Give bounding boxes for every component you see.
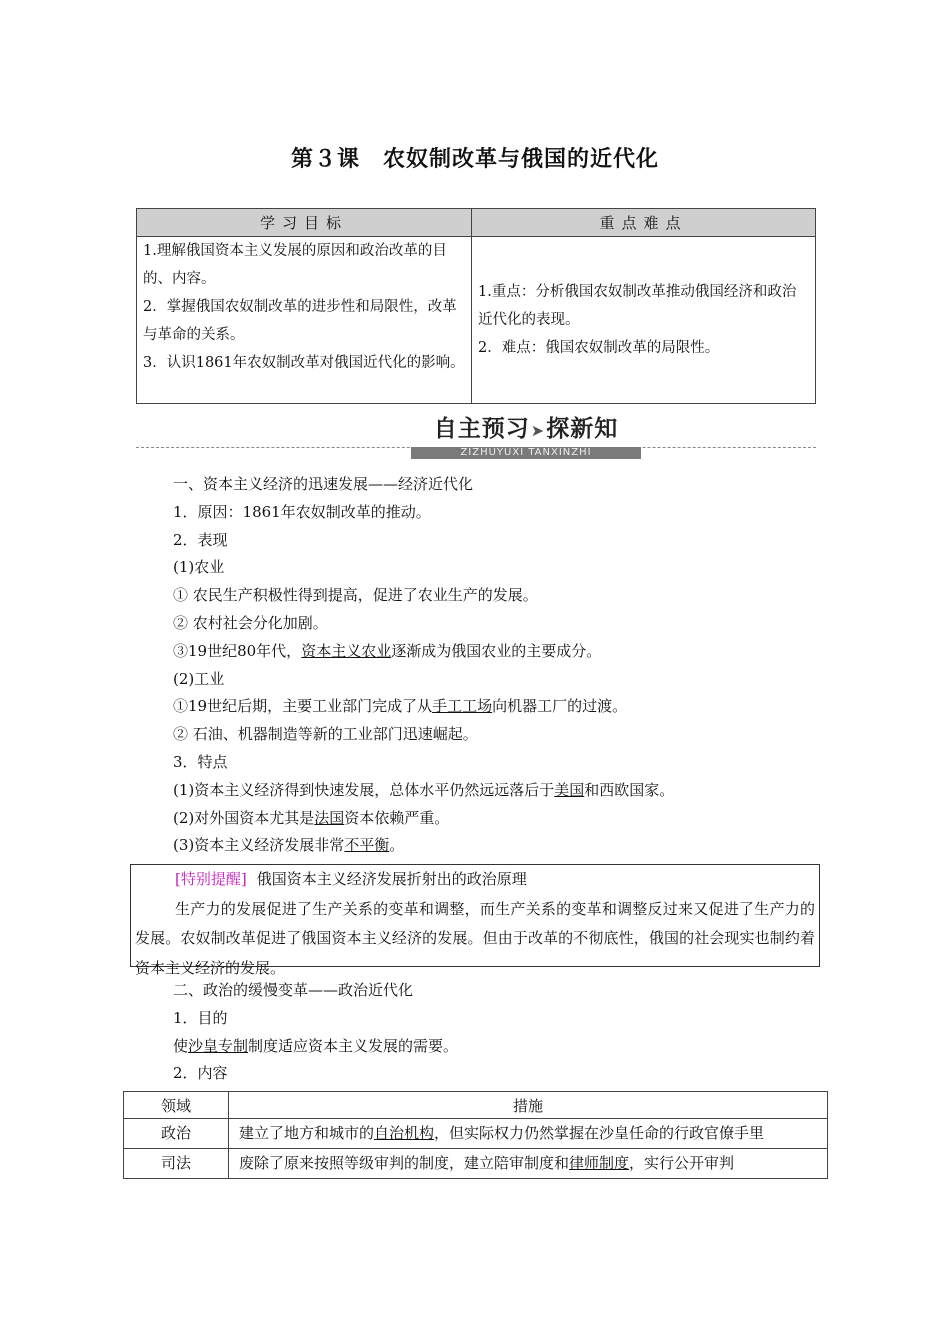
page-title: 第３课 农奴制改革与俄国的近代化 [290, 147, 659, 172]
key-point-item: 1.重点：分析俄国农奴制改革推动俄国经济和政治近代化的表现。 [478, 284, 797, 328]
section-banner [136, 413, 816, 459]
text-line: (1)资本主义经济得到快速发展，总体水平仍然远远落后于美国和西欧国家。 [173, 780, 675, 799]
measure-cell: 废除了原来按照等级审判的制度，建立陪审制度和律师制度，实行公开审判 [229, 1149, 828, 1179]
answer-blank: 法国 [314, 808, 345, 827]
banner-pinyin: ZIZHUYUXI TANXINZHI [411, 447, 641, 459]
objectives-header: 学习目标 [137, 209, 472, 237]
banner-right-text: 探新知 [546, 416, 619, 442]
text-line: (3)资本主义经济发展非常不平衡。 [173, 836, 405, 855]
section-heading: 二、政治的缓慢变革——政治近代化 [173, 981, 414, 999]
measures-table [123, 1091, 828, 1179]
text-line: ③19世纪80年代，资本主义农业逐渐成为俄国农业的主要成分。 [173, 641, 602, 660]
text-line: (2)对外国资本尤其是法国资本依赖严重。 [173, 808, 450, 827]
objective-item: 2．掌握俄国农奴制改革的进步性和局限性，改革与革命的关系。 [143, 299, 457, 343]
text-line: 3．特点 [173, 752, 228, 771]
text-line: 1．目的 [173, 1008, 228, 1027]
reminder-title: 俄国资本主义经济发展折射出的政治原理 [256, 870, 527, 888]
banner-left-text: 自主预习 [433, 416, 530, 442]
section-heading: 一、资本主义经济的迅速发展——经济近代化 [173, 475, 474, 493]
answer-blank: 美国 [554, 780, 585, 799]
answer-blank: 自治机构 [374, 1124, 435, 1142]
table-row [124, 1119, 828, 1149]
text-line: (2)工业 [173, 669, 225, 688]
measure-cell: 建立了地方和城市的自治机构，但实际权力仍然掌握在沙皇任命的行政官僚手里 [229, 1119, 828, 1149]
area-header: 领域 [124, 1092, 229, 1119]
answer-blank: 沙皇专制 [188, 1036, 249, 1055]
answer-blank: 不平衡 [344, 836, 390, 855]
text-line: (1)农业 [173, 558, 225, 577]
table-row [124, 1149, 828, 1179]
answer-blank: 手工工场 [432, 697, 493, 716]
objective-item: 1.理解俄国资本主义发展的原因和政治改革的目的、内容。 [143, 243, 447, 287]
key-point-item: 2．难点：俄国农奴制改革的局限性。 [478, 340, 720, 356]
answer-blank: 资本主义农业 [301, 641, 392, 660]
area-cell: 政治 [124, 1119, 229, 1149]
objective-item: 3．认识1861年农奴制改革对俄国近代化的影响。 [143, 355, 465, 371]
measures-header: 措施 [229, 1092, 828, 1119]
key-points-cell [472, 237, 816, 404]
text-line: ② 农村社会分化加剧。 [173, 613, 328, 632]
text-line: 2．内容 [173, 1064, 228, 1083]
answer-blank: 律师制度 [569, 1154, 630, 1172]
text-line: 1．原因：1861年农奴制改革的推动。 [173, 502, 431, 521]
text-line: 2．表现 [173, 530, 228, 549]
objectives-cell [137, 237, 472, 404]
arrow-icon: ➤ [530, 421, 546, 440]
special-reminder-box [130, 864, 820, 977]
text-line: ①19世纪后期，主要工业部门完成了从手工工场向机器工厂的过渡。 [173, 697, 628, 716]
objectives-table [136, 208, 816, 404]
text-line: ② 石油、机器制造等新的工业部门迅速崛起。 [173, 725, 478, 744]
area-cell: 司法 [124, 1149, 229, 1179]
reminder-body: 生产力的发展促进了生产关系的变革和调整，而生产关系的变革和调整反过来又促进了生产力的发展。农奴制改革促进了俄国资本主义经济的发展。但由于改革的不彻底性，俄国的社会现实也制约着资本主义经济的发展。 [135, 899, 815, 977]
section-economy [173, 471, 823, 860]
text-line: ① 农民生产积极性得到提高，促进了农业生产的发展。 [173, 586, 538, 605]
key-points-header: 重点难点 [472, 209, 816, 237]
reminder-tag: [特别提醒] [175, 870, 247, 888]
text-line: 使沙皇专制制度适应资本主义发展的需要。 [173, 1036, 459, 1055]
section-politics [173, 977, 823, 1088]
